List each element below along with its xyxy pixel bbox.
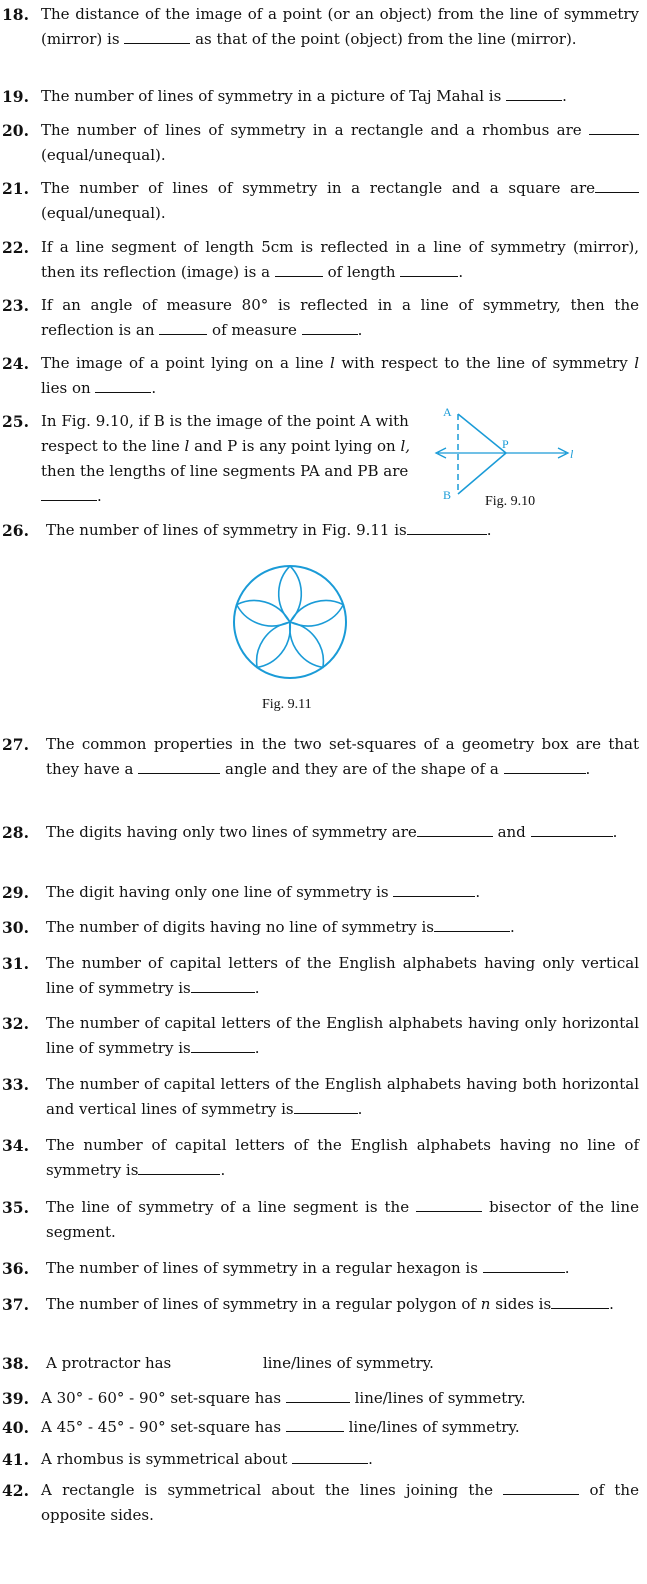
question-37 (0, 1292, 639, 1317)
question-31 (0, 951, 639, 1001)
question-26 (0, 518, 639, 543)
question-number: 22. (2, 238, 29, 257)
question-text: A rectangle is symmetrical about the lines joining the (41, 1481, 493, 1499)
question-number: 28. (2, 823, 29, 842)
question-text: sides is (495, 1295, 552, 1313)
question-30 (0, 915, 639, 940)
question-text: . (97, 487, 102, 505)
answer-blank[interactable] (292, 1450, 368, 1464)
question-text: If a line segment of length 5cm is reflected in a line of symmetry (mirror), then its reflection (image) is a (41, 238, 639, 281)
question-text: The number of lines of symmetry in a picture of Taj Mahal is (41, 87, 502, 105)
question-number: 39. (2, 1389, 29, 1408)
answer-blank[interactable] (503, 1481, 579, 1495)
question-40 (0, 1415, 639, 1440)
answer-blank[interactable] (434, 918, 510, 932)
question-38 (0, 1351, 639, 1376)
variable-n: n (480, 1295, 491, 1313)
question-text: . (151, 379, 157, 397)
question-number: 37. (2, 1295, 29, 1314)
question-text: . (564, 1259, 570, 1277)
question-text: and (497, 823, 526, 841)
question-text: and P is any point lying on (194, 437, 396, 455)
question-18 (0, 2, 639, 52)
question-text: The digit having only one line of symmetry is (46, 883, 389, 901)
answer-blank[interactable] (302, 321, 358, 335)
question-number: 20. (2, 121, 29, 140)
answer-blank[interactable] (159, 321, 207, 335)
answer-blank[interactable] (286, 1389, 350, 1403)
question-text: The common properties in the two set-squares of a geometry box are that they have a (46, 735, 639, 778)
question-39 (0, 1386, 639, 1411)
question-20 (0, 118, 639, 168)
question-42 (0, 1478, 639, 1528)
answer-blank[interactable] (138, 1161, 220, 1175)
question-text: A 45° - 45° - 90° set-square has (41, 1418, 282, 1436)
question-21 (0, 176, 639, 226)
answer-blank[interactable] (416, 1198, 482, 1212)
question-text: . (254, 979, 260, 997)
petal (287, 594, 347, 633)
question-number: 26. (2, 521, 29, 540)
answer-blank[interactable] (191, 1039, 255, 1053)
answer-blank[interactable] (191, 979, 255, 993)
figure-9-11 (229, 561, 351, 683)
variable-l: l (634, 354, 639, 372)
question-19 (0, 84, 639, 109)
answer-blank[interactable] (275, 263, 323, 277)
question-number: 18. (2, 5, 29, 24)
question-text: . (357, 1100, 363, 1118)
question-text: . (458, 263, 464, 281)
question-22 (0, 235, 639, 285)
answer-blank[interactable] (504, 760, 586, 774)
question-text: of measure (212, 321, 297, 339)
question-number: 38. (2, 1354, 29, 1373)
answer-blank[interactable] (483, 1259, 565, 1273)
question-number: 29. (2, 883, 29, 902)
question-number: 19. (2, 87, 29, 106)
answer-blank[interactable] (595, 179, 639, 193)
question-text: . (609, 1295, 614, 1313)
question-text: The line of symmetry of a line segment is the (46, 1198, 410, 1216)
question-text: line/lines of symmetry. (348, 1418, 520, 1436)
question-text: The image of a point lying on a line (41, 354, 324, 372)
question-number: 25. (2, 412, 29, 431)
answer-blank[interactable] (589, 121, 639, 135)
question-text: . (486, 521, 492, 539)
answer-blank[interactable] (407, 521, 487, 535)
question-number: 24. (2, 354, 29, 373)
question-number: 36. (2, 1259, 29, 1278)
question-text: line/lines of symmetry. (354, 1389, 526, 1407)
question-text: bisector of the line segment. (46, 1198, 639, 1241)
question-number: 31. (2, 954, 29, 973)
question-text: The number of lines of symmetry in Fig. 9.11 is (46, 521, 407, 539)
question-35 (0, 1195, 639, 1245)
question-text: then the lengths of line segments PA and PB are (41, 462, 409, 480)
answer-blank[interactable] (531, 823, 613, 837)
question-text: . (475, 883, 481, 901)
question-number: 35. (2, 1198, 29, 1217)
question-text: If an angle of measure 80° is reflected in a line of symmetry, then the reflection is an (41, 296, 639, 339)
question-24 (0, 351, 639, 401)
answer-blank[interactable] (400, 263, 458, 277)
question-34 (0, 1133, 639, 1183)
question-text: . (612, 823, 618, 841)
answer-blank[interactable] (294, 1100, 358, 1114)
question-text: lies on (41, 379, 91, 397)
answer-blank[interactable] (95, 379, 151, 393)
question-number: 40. (2, 1418, 29, 1437)
question-text: with respect to the line of symmetry (341, 354, 628, 372)
question-text: The number of capital letters of the English alphabets having both horizontal and vertical lines of symmetry is (46, 1075, 639, 1118)
question-36 (0, 1256, 639, 1281)
question-text: . (368, 1450, 373, 1468)
question-text: A protractor has (46, 1354, 172, 1372)
question-text: . (357, 321, 363, 339)
label-l: l (570, 447, 574, 461)
answer-blank[interactable] (138, 760, 220, 774)
answer-blank[interactable] (417, 823, 493, 837)
question-number: 33. (2, 1075, 29, 1094)
answer-blank[interactable] (286, 1418, 344, 1432)
question-text: as that of the point (object) from the line (mirror). (195, 30, 577, 48)
figure-caption: Fig. 9.10 (485, 494, 536, 509)
question-text: The distance of the image of a point (or an object) from the line of symmetry (mirror) is (41, 5, 639, 48)
question-number: 21. (2, 179, 29, 198)
question-text: angle and they are of the shape of a (225, 760, 499, 778)
question-27 (0, 732, 639, 782)
question-text: of length (327, 263, 396, 281)
variable-l: l (184, 437, 190, 455)
answer-blank[interactable] (506, 87, 562, 101)
question-number: 30. (2, 918, 29, 937)
petal (279, 566, 302, 622)
answer-blank[interactable] (393, 883, 475, 897)
question-text: The number of lines of symmetry in a regular hexagon is (46, 1259, 478, 1277)
answer-blank[interactable] (41, 487, 97, 501)
question-text: The number of capital letters of the English alphabets having only vertical line of symmetry is (46, 954, 639, 997)
question-25 (0, 409, 427, 509)
segment-pa (458, 414, 506, 453)
question-text: The number of capital letters of the English alphabets having no line of symmetry is (46, 1136, 639, 1179)
question-text: A rhombus is symmetrical about (41, 1450, 288, 1468)
question-text: . (509, 918, 515, 936)
question-number: 41. (2, 1450, 29, 1469)
question-text: The digits having only two lines of symmetry are (46, 823, 417, 841)
answer-blank[interactable] (176, 1354, 258, 1368)
question-text: In Fig. 9.10, if B is the image of the point A with respect to the line (41, 412, 409, 455)
segment-pb (458, 453, 506, 494)
question-text: A 30° - 60° - 90° set-square has (41, 1389, 282, 1407)
question-text: The number of lines of symmetry in a rectangle and a square are (41, 179, 595, 197)
question-33 (0, 1072, 639, 1122)
question-text: The number of lines of symmetry in a regular polygon of (46, 1295, 476, 1313)
question-text: (equal/unequal). (41, 146, 166, 164)
variable-l: l, (400, 437, 411, 455)
question-number: 34. (2, 1136, 29, 1155)
question-number: 42. (2, 1481, 29, 1500)
question-text: . (220, 1161, 226, 1179)
question-text: of the opposite sides. (41, 1481, 639, 1524)
question-text: . (585, 760, 591, 778)
question-text: line/lines of symmetry. (262, 1354, 434, 1372)
question-text: . (254, 1039, 260, 1057)
label-a: A (443, 405, 452, 419)
question-28 (0, 820, 639, 845)
question-text: The number of capital letters of the English alphabets having only horizontal line of symmetry is (46, 1014, 639, 1057)
answer-blank[interactable] (124, 30, 190, 44)
figure-caption: Fig. 9.11 (262, 697, 312, 712)
variable-l: l (330, 354, 335, 372)
question-23 (0, 293, 639, 343)
question-number: 32. (2, 1014, 29, 1033)
question-text: (equal/unequal). (41, 204, 166, 222)
question-41 (0, 1447, 639, 1472)
question-text: The number of digits having no line of symmetry is (46, 918, 434, 936)
answer-blank[interactable] (551, 1295, 609, 1309)
question-29 (0, 880, 639, 905)
question-number: 23. (2, 296, 29, 315)
label-p: P (502, 437, 509, 451)
label-b: B (443, 488, 452, 502)
question-text: . (562, 87, 567, 105)
petal (233, 594, 293, 633)
question-number: 27. (2, 735, 29, 754)
question-text: The number of lines of symmetry in a rectangle and a rhombus are (41, 121, 582, 139)
question-32 (0, 1011, 639, 1061)
